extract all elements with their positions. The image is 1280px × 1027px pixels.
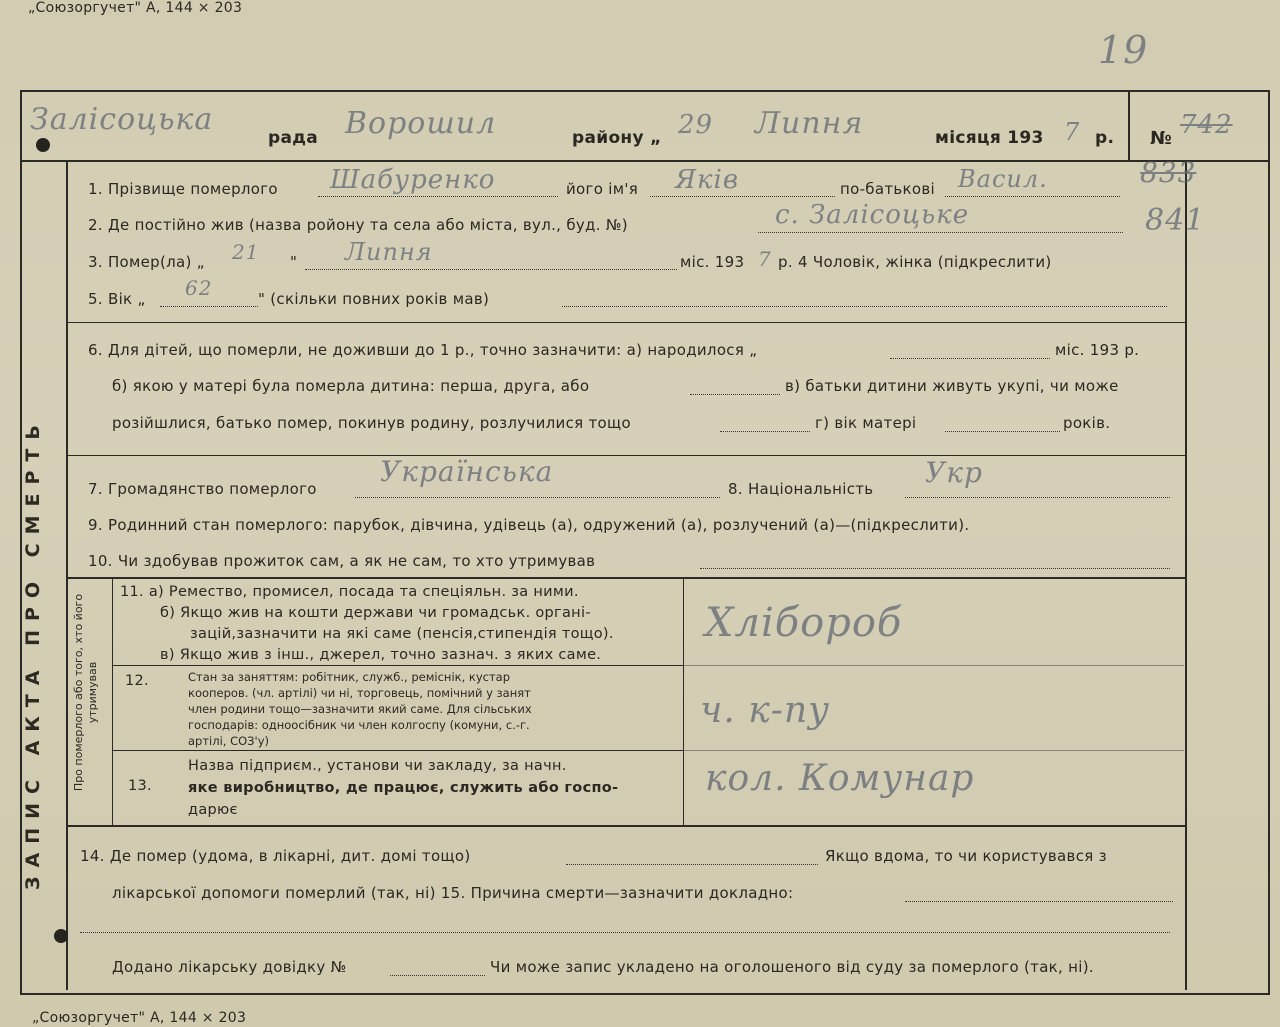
field-1-patronymic-line xyxy=(945,196,1120,197)
medical-certificate-line xyxy=(390,975,485,976)
sidebar-title: ЗАПИС АКТА ПРО СМЕРТЬ xyxy=(22,416,44,890)
field-8-label: 8. Національність xyxy=(728,480,874,498)
field-6-line-2a: б) якою у матері була померла дитина: перша, друга, або xyxy=(112,377,590,395)
right-divider xyxy=(1185,160,1187,990)
field-11-b-2: зацій,зазначити на які саме (пенсія,стипендія тощо). xyxy=(190,626,614,642)
field-3-month-line xyxy=(305,269,677,270)
field-5-hand: 62 xyxy=(185,276,213,300)
field-14-15-label: лікарської допомоги померлий (так, ні) 15. Причина смерти—зазначити докладно: xyxy=(112,884,794,902)
field-13-hand: кол. Комунар xyxy=(705,758,975,799)
table-right-row-line-1 xyxy=(684,665,1184,666)
table-side-note: Про померлого або того, хто його утримував xyxy=(72,593,99,792)
field-5-label: 5. Вік „ xyxy=(88,290,146,308)
field-7-label: 7. Громадянство померлого xyxy=(88,480,317,498)
field-3-hand-month: Липня xyxy=(345,238,433,266)
field-7-hand: Українська xyxy=(380,455,554,488)
field-7-line xyxy=(355,497,720,498)
field-11-hand: Хлібороб xyxy=(705,600,903,646)
field-14-line xyxy=(566,864,818,865)
field-1-label: 1. Прізвище померлого xyxy=(88,180,278,198)
table-row-line-1 xyxy=(112,665,684,666)
field-6-order-line xyxy=(690,394,780,395)
field-12-line-2: кооперов. (чл. артілі) чи ні, торговець, помічний у занят xyxy=(188,686,531,700)
field-1-name-line xyxy=(650,196,835,197)
field-12-line-3: член родини тощо—зазначити який саме. Для сільських xyxy=(188,702,532,716)
field-11-b-1: б) Якщо жив на кошти держави чи громадськ. органі- xyxy=(160,605,591,621)
hand-number-833: 833 xyxy=(1140,156,1197,189)
field-5-rest: " (скільки повних років мав) xyxy=(258,290,490,308)
field-1-surname-line xyxy=(318,196,558,197)
sidebar-divider xyxy=(66,160,68,990)
number-box-divider xyxy=(1128,92,1130,160)
hand-number-742: 742 xyxy=(1180,110,1233,140)
field-1-hand-name: Яків xyxy=(675,165,739,195)
hand-number-841: 841 xyxy=(1145,203,1206,238)
field-9-label: 9. Родинний стан померлого: парубок, дівчина, удівець (а), одружений (а), розлучений (а)—(підкреслити). xyxy=(88,516,970,534)
field-5-line xyxy=(160,306,258,307)
field-6-line-1: 6. Для дітей, що померли, не доживши до 1 р., точно зазначити: а) народилося „ xyxy=(88,341,758,359)
field-15-line-1 xyxy=(905,901,1173,902)
field-6-line-3b: г) вік матері xyxy=(815,414,917,432)
field-6-mother-age-line xyxy=(945,431,1060,432)
field-8-hand: Укр xyxy=(925,456,983,489)
field-3-label: 3. Помер(ла) „ xyxy=(88,253,205,271)
publisher-imprint-top: „Союзоргучет" А, 144 × 203 xyxy=(28,0,243,16)
field-12-number: 12. xyxy=(125,673,149,689)
table-row-line-2 xyxy=(112,750,684,751)
punch-hole-bottom xyxy=(54,929,68,943)
frame-right xyxy=(1268,90,1270,995)
field-10-line xyxy=(700,568,1170,569)
hand-day: 29 xyxy=(678,110,714,140)
field-2-line xyxy=(758,232,1123,233)
table-left-col-line xyxy=(112,577,113,825)
medical-certificate-label: Додано лікарську довідку № xyxy=(112,958,347,976)
field-13-line-2: яке виробництво, де працює, служить або госпо- xyxy=(188,780,619,796)
field-1-patronymic-label: по-батькові xyxy=(840,180,935,198)
field-1-hand-surname: Шабуренко xyxy=(330,165,496,195)
separator-line-2 xyxy=(66,455,1186,456)
frame-bottom xyxy=(20,993,1270,995)
field-8-line xyxy=(905,497,1170,498)
table-bottom-line xyxy=(66,825,1186,827)
field-11-c: в) Якщо жив з інш., джерел, точно зазнач. з яких саме. xyxy=(160,647,602,663)
field-14-label-b: Якщо вдома, то чи користувався з xyxy=(825,847,1107,865)
field-12-hand: ч. к-пу xyxy=(700,690,831,731)
field-2-hand: с. Залісоцьке xyxy=(775,200,970,230)
field-3-hand-year: 7 xyxy=(758,247,772,271)
header-number-label: № xyxy=(1150,128,1172,149)
header-year-suffix: р. xyxy=(1095,128,1115,148)
hand-village-council: Залісоцька xyxy=(30,102,214,137)
field-1-hand-patronymic: Васил. xyxy=(958,165,1048,193)
field-3-quote: " xyxy=(290,253,298,271)
punch-hole-top xyxy=(36,138,50,152)
field-6-line-1-end: міс. 193 р. xyxy=(1055,341,1140,359)
field-2-label: 2. Де постійно жив (назва ройону та села або міста, вул., буд. №) xyxy=(88,216,628,234)
hand-month: Липня xyxy=(755,106,864,141)
header-bottom-line xyxy=(20,160,1270,162)
field-6-line-3c: років. xyxy=(1063,414,1111,432)
header-month-label: місяця 193 xyxy=(935,128,1044,148)
field-1-name-label: його ім'я xyxy=(566,180,639,198)
field-12-line-1: Стан за заняттям: робітник, служб., реміснік, кустар xyxy=(188,670,511,684)
frame-top xyxy=(20,90,1270,92)
table-top-line xyxy=(66,577,1186,579)
field-13-line-1: Назва підприєм., установи чи закладу, за начн. xyxy=(188,758,567,774)
field-3-month-label: міс. 193 xyxy=(680,253,745,271)
field-6-line-2b: в) батьки дитини живуть укупі, чи може xyxy=(785,377,1119,395)
field-6-date-line xyxy=(890,358,1050,359)
table-mid-col-line xyxy=(683,577,684,825)
separator-line-1 xyxy=(66,322,1186,323)
hand-raion: Ворошил xyxy=(345,106,497,141)
field-13-line-3: дарює xyxy=(188,802,238,818)
header-raion-label: району „ xyxy=(572,128,662,148)
field-10-label: 10. Чи здобував прожиток сам, а як не сам, то хто утримував xyxy=(88,552,596,570)
field-3-hand-day: 21 xyxy=(232,240,260,264)
field-5-trailing-line xyxy=(562,306,1167,307)
field-6-family-line xyxy=(720,431,810,432)
hand-year-digit: 7 xyxy=(1064,118,1081,146)
field-11-a: 11. а) Ремество, промисел, посада та спеціяльн. за ними. xyxy=(120,584,579,600)
field-6-line-3a: розійшлися, батько помер, покинув родину, розлучилися тощо xyxy=(112,414,631,432)
field-15-line-2 xyxy=(80,932,1170,933)
field-3-rest: р. 4 Чоловік, жінка (підкреслити) xyxy=(778,253,1052,271)
table-right-row-line-2 xyxy=(684,750,1184,751)
field-12-line-5: артілі, СОЗ'у) xyxy=(188,734,270,748)
publisher-imprint-bottom: „Союзоргучет" А, 144 × 203 xyxy=(32,1010,247,1026)
field-13-number: 13. xyxy=(128,778,152,794)
field-12-line-4: господарів: одноосібник чи член колгоспу (комуни, с.-г. xyxy=(188,718,530,732)
header-rada-label: рада xyxy=(268,128,319,148)
page-number-handwritten: 19 xyxy=(1098,28,1149,72)
field-14-label-a: 14. Де помер (удома, в лікарні, дит. домі тощо) xyxy=(80,847,471,865)
court-record-label: Чи може запис укладено на оголошеного від суду за померлого (так, ні). xyxy=(490,958,1094,976)
